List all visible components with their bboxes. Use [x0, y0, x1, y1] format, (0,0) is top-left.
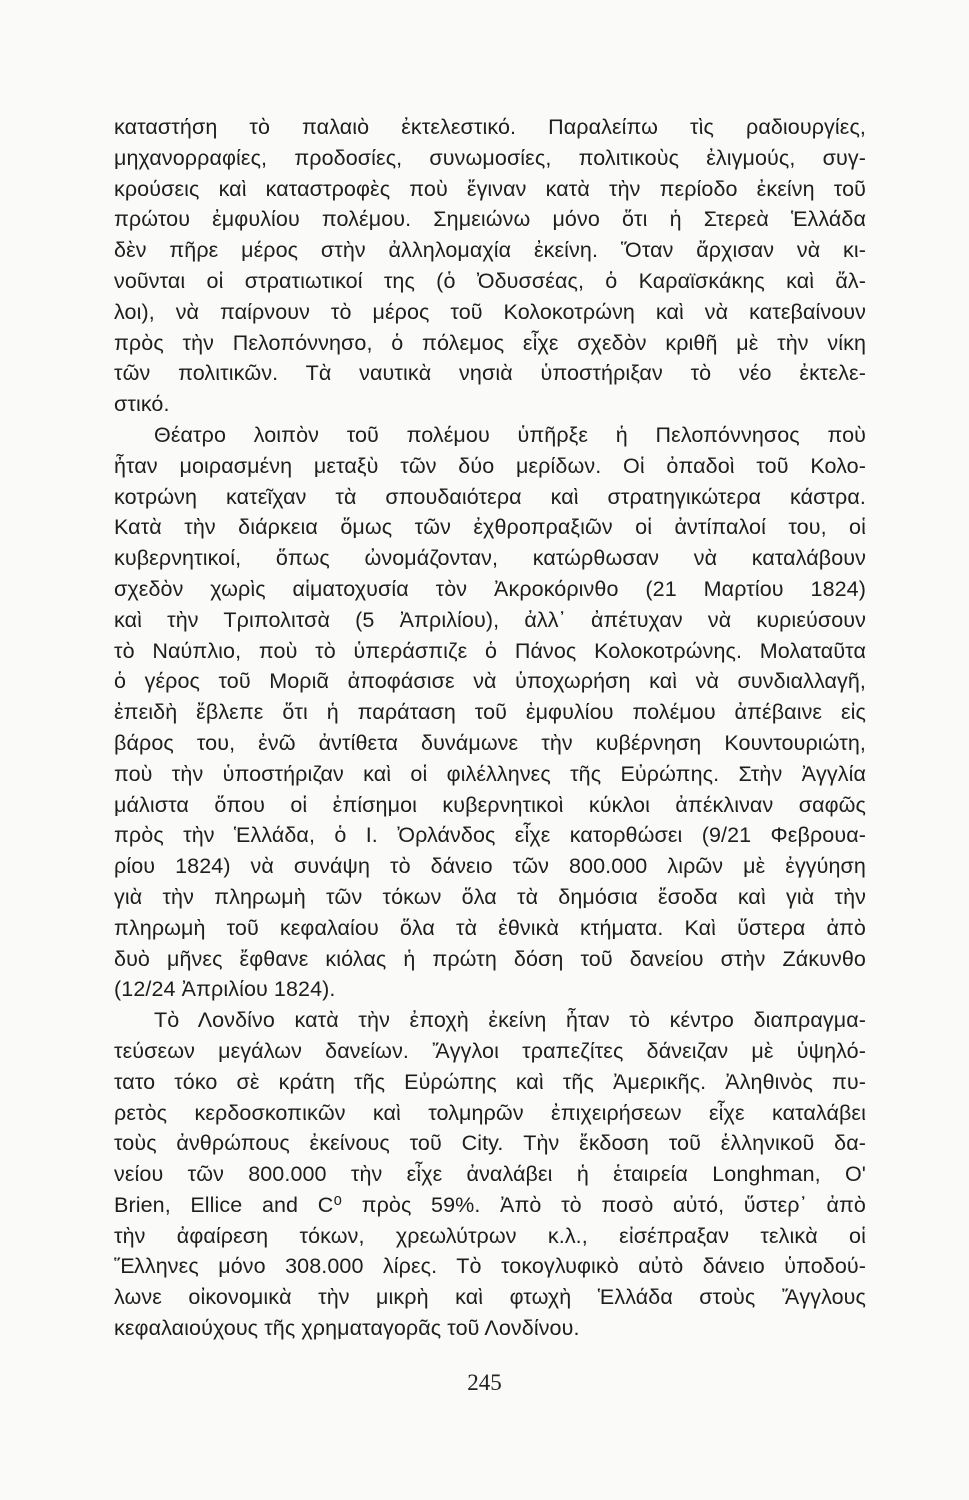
text-line: Κατὰ τὴν διάρκεια ὅμως τῶν ἐχθροπραξιῶν οἱ ἀντίπαλοί του, οἱ [114, 515, 866, 540]
text-line: ρίου 1824) νὰ συνάψη τὸ δάνειο τῶν 800.000 λιρῶν μὲ ἐγγύηση [114, 854, 866, 879]
text-line: ρετὸς κερδοσκοπικῶν καὶ τολμηρῶν ἐπιχειρήσεων εἶχε καταλάβει [114, 1100, 866, 1125]
text-line: Τὸ Λονδίνο κατὰ τὴν ἐποχὴ ἐκείνη ἦταν τὸ κέντρο διαπραγμα- [154, 1008, 866, 1033]
text-line: καταστήση τὸ παλαιὸ ἐκτελεστικό. Παραλείπω τὶς ραδιουργίες, [114, 115, 866, 139]
text-line: τοὺς ἀνθρώπους ἐκείνους τοῦ City. Τὴν ἔκδοση τοῦ ἑλληνικοῦ δα- [114, 1131, 866, 1156]
text-line: τὴν ἀφαίρεση τόκων, χρεωλύτρων κ.λ., εἰσέπραξαν τελικὰ οἱ [114, 1223, 866, 1248]
text-line: κοτρώνη κατεῖχαν τὰ σπουδαιότερα καὶ στρατηγικώτερα κάστρα. [114, 484, 866, 509]
text-line: Θέατρο λοιπὸν τοῦ πολέμου ὑπῆρξε ἡ Πελοπόννησος ποὺ [154, 422, 866, 447]
text-line: ἦταν μοιρασμένη μεταξὺ τῶν δύο μερίδων. Οἱ ὀπαδοὶ τοῦ Κολο- [114, 453, 866, 478]
text-line: βάρος του, ἐνῶ ἀντίθετα δυνάμωνε τὴν κυβέρνηση Κουντουριώτη, [114, 730, 866, 755]
paragraph [114, 1005, 866, 1344]
text-line: πρὸς τὴν Πελοπόννησο, ὁ πόλεμος εἶχε σχεδὸν κριθῆ μὲ τὴν νίκη [114, 330, 866, 355]
paragraph [114, 420, 866, 1005]
text-line: τῶν πολιτικῶν. Τὰ ναυτικὰ νησιὰ ὑποστήριξαν τὸ νέο ἐκτελε- [114, 361, 866, 386]
text-line: μηχανορραφίες, προδοσίες, συνωμοσίες, πολιτικοὺς ἐλιγμούς, συγ- [114, 145, 866, 170]
text-line: πληρωμὴ τοῦ κεφαλαίου ὅλα τὰ ἐθνικὰ κτήματα. Καὶ ὕστερα ἀπὸ [114, 915, 866, 940]
text-line: στικό. [114, 392, 170, 417]
text-line: σχεδὸν χωρὶς αἱματοχυσία τὸν Ἀκροκόρινθο (21 Μαρτίου 1824) [114, 576, 866, 601]
text-line: πρὸς τὴν Ἑλλάδα, ὁ Ι. Ὀρλάνδος εἶχε κατορθώσει (9/21 Φεβρουα- [114, 823, 866, 848]
text-line: τὸ Ναύπλιο, ποὺ τὸ ὑπεράσπιζε ὁ Πάνος Κολοκοτρώνης. Μολαταῦτα [114, 638, 866, 663]
text-line: πρώτου ἐμφυλίου πολέμου. Σημειώνω μόνο ὅτι ἡ Στερεὰ Ἑλλάδα [114, 207, 866, 232]
text-line: ὁ γέρος τοῦ Μοριᾶ ἀποφάσισε νὰ ὑποχωρήση καὶ νὰ συνδιαλλαγῆ, [114, 669, 866, 694]
text-line: Brien, Ellice and C⁰ πρὸς 59%. Ἀπὸ τὸ ποσὸ αὐτό, ὕστερ᾽ ἀπὸ [114, 1192, 866, 1217]
text-line: δυὸ μῆνες ἔφθανε κιόλας ἡ πρώτη δόση τοῦ δανείου στὴν Ζάκυνθο [114, 946, 866, 971]
page-number: 245 [467, 1370, 502, 1395]
text-line: ποὺ τὴν ὑποστήριζαν καὶ οἱ φιλέλληνες τῆς Εὐρώπης. Στὴν Ἀγγλία [114, 761, 866, 786]
body-text [114, 112, 866, 1344]
text-line: κρούσεις καὶ καταστροφὲς ποὺ ἔγιναν κατὰ τὴν περίοδο ἐκείνη τοῦ [114, 176, 866, 201]
text-line: (12/24 Ἀπριλίου 1824). [114, 977, 336, 1002]
text-line: γιὰ τὴν πληρωμὴ τῶν τόκων ὅλα τὰ δημόσια ἔσοδα καὶ γιὰ τὴν [114, 884, 866, 909]
text-line: νείου τῶν 800.000 τὴν εἶχε ἀναλάβει ἡ ἑταιρεία Longhman, O' [114, 1162, 866, 1187]
text-line: ἐπειδὴ ἔβλεπε ὅτι ἡ παράταση τοῦ ἐμφυλίου πολέμου ἀπέβαινε εἰς [114, 700, 866, 725]
text-line: Ἕλληνες μόνο 308.000 λίρες. Τὸ τοκογλυφικὸ αὐτὸ δάνειο ὑποδού- [114, 1254, 866, 1279]
text-line: καὶ τὴν Τριπολιτσὰ (5 Ἀπριλίου), ἀλλ᾽ ἀπέτυχαν νὰ κυριεύσουν [114, 607, 866, 632]
text-line: λωνε οἰκονομικὰ τὴν μικρὴ καὶ φτωχὴ Ἑλλάδα στοὺς Ἄγγλους [114, 1285, 866, 1310]
text-line: δὲν πῆρε μέρος στὴν ἀλληλομαχία ἐκείνη. Ὅταν ἄρχισαν νὰ κι- [114, 238, 866, 263]
text-line: κυβερνητικοί, ὅπως ὠνομάζονταν, κατώρθωσαν νὰ καταλάβουν [114, 546, 866, 571]
text-line: λοι), νὰ παίρνουν τὸ μέρος τοῦ Κολοκοτρώνη καὶ νὰ κατεβαίνουν [114, 299, 866, 324]
text-line: κεφαλαιούχους τῆς χρηματαγορᾶς τοῦ Λονδίνου. [114, 1316, 580, 1341]
text-line: νοῦνται οἱ στρατιωτικοί της (ὁ Ὀδυσσέας, ὁ Καραϊσκάκης καὶ ἄλ- [114, 268, 866, 293]
text-line: μάλιστα ὅπου οἱ ἐπίσημοι κυβερνητικοὶ κύκλοι ἀπέκλιναν σαφῶς [114, 792, 866, 817]
paragraph [114, 112, 866, 420]
text-line: τατο τόκο σὲ κράτη τῆς Εὐρώπης καὶ τῆς Ἀμερικῆς. Ἀληθινὸς πυ- [114, 1069, 866, 1094]
text-line: τεύσεων μεγάλων δανείων. Ἄγγλοι τραπεζίτες δάνειζαν μὲ ὑψηλό- [114, 1038, 866, 1063]
